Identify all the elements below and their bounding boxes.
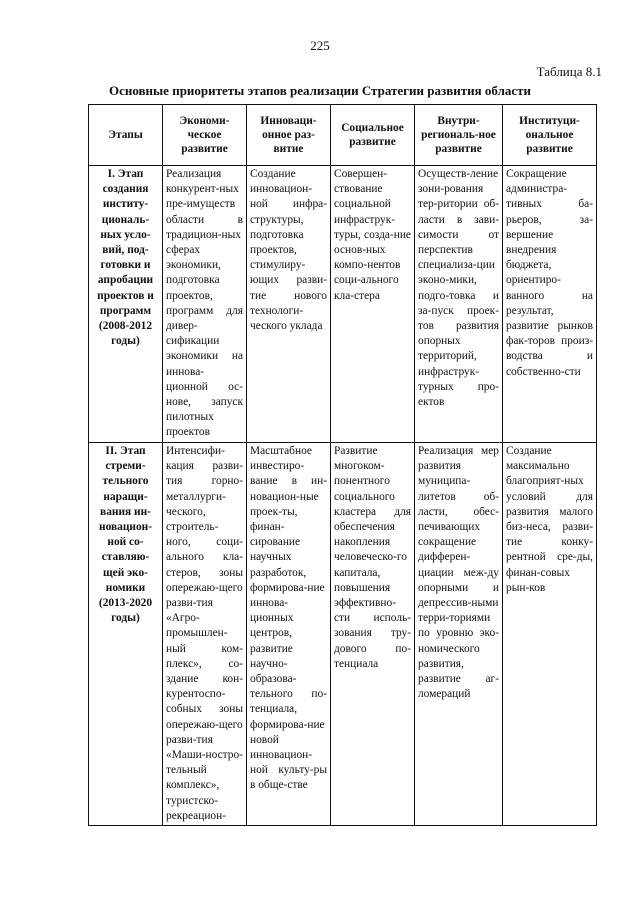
institutional-cell: Сокращение администра-тивных ба-рьеров, за-вершение внедрения бюджета, ориентиро-ванного на результат, развитие рынков фак-торов произ-водства и собственно-сти — [503, 166, 597, 443]
intraregional-cell: Реализация мер развития муниципа-литетов об-ласти, обес-печивающих сокращение дифферен-циации меж-ду опорными и депрессив-ными терри-ториями по уровню эко-номического развития, развитие аг-ломераций — [415, 443, 503, 826]
page-number: 225 — [310, 38, 330, 53]
economic-cell: Реализация конкурент-ных пре-имуществ области в традицион-ных сферах экономики, подготовка проектов, программ для дивер-сификации экономики на иннова-ционной ос-нове, запуск пилотных проектов — [163, 166, 247, 443]
institutional-cell: Создание максимально благоприят-ных условий для развития малого биз-неса, разви-тие конку-рентной сре-ды, финан-совых рын-ков — [503, 443, 597, 826]
header-economic: Экономи-ческое развитие — [163, 105, 247, 166]
economic-cell: Интенсифи-кация разви-тия горно-металлурги-ческого, строитель-ного, соци-ального кла-стеров, зоны опережаю-щего разви-тия «Агро-промышлен-ный ком-плекс», со-здание кон-курентоспо-собных зоны опережаю-щего разви-тия «Маши-ностро-тельный комплекс», туристско-рекреацион- — [163, 443, 247, 826]
innovation-cell: Создание инновацион-ной инфра-структуры, подготовка проектов, стимулиру-ющих разви-тие нового технологи-ческого уклада — [247, 166, 331, 443]
intraregional-cell: Осуществ-ление зони-рования тер-ритории об-ласти в зави-симости от перспектив специализа-ции эконо-мики, подго-товка и за-пуск проек-тов развития опорных территорий, инфраструк-турных про-ектов — [415, 166, 503, 443]
table-header-row — [89, 105, 597, 166]
header-stages: Этапы — [89, 105, 163, 166]
stage-cell: I. Этап создания институ-циональ-ных усло-вий, под-готовки и апробации проектов и программ (2008-2012 годы) — [89, 166, 163, 443]
stage-cell: II. Этап стреми-тельного наращи-вания ин-новацион-ной со-ставляю-щей эко-номики (2013-2020 годы) — [89, 443, 163, 826]
table-row — [89, 443, 597, 826]
header-intraregional: Внутри-региональ-ное развитие — [415, 105, 503, 166]
header-institutional: Институци-ональное развитие — [503, 105, 597, 166]
social-cell: Развитие многоком-понентного социального кластера для обеспечения накопления человеческо-го капитала, повышения эффективно-сти исполь-зования тру-дового по-тенциала — [331, 443, 415, 826]
header-social: Социальное развитие — [331, 105, 415, 166]
table-row — [89, 166, 597, 443]
document-title: Основные приоритеты этапов реализации Стратегии развития области — [108, 83, 532, 98]
header-innovation: Инноваци-онное раз-витие — [247, 105, 331, 166]
social-cell: Совершен-ствование социальной инфраструк-туры, созда-ние основ-ных компо-нентов соци-ального кла-стера — [331, 166, 415, 443]
table-label: Таблица 8.1 — [536, 64, 602, 79]
innovation-cell: Масштабное инвестиро-вание в ин-новацион-ные проек-ты, финан-сирование научных разработок, формирова-ние иннова-ционных центров, развитие научно-образова-тельного по-тенциала, формирова-ние новой инновацион-ной культу-ры в обще-стве — [247, 443, 331, 826]
priorities-table — [88, 104, 597, 826]
